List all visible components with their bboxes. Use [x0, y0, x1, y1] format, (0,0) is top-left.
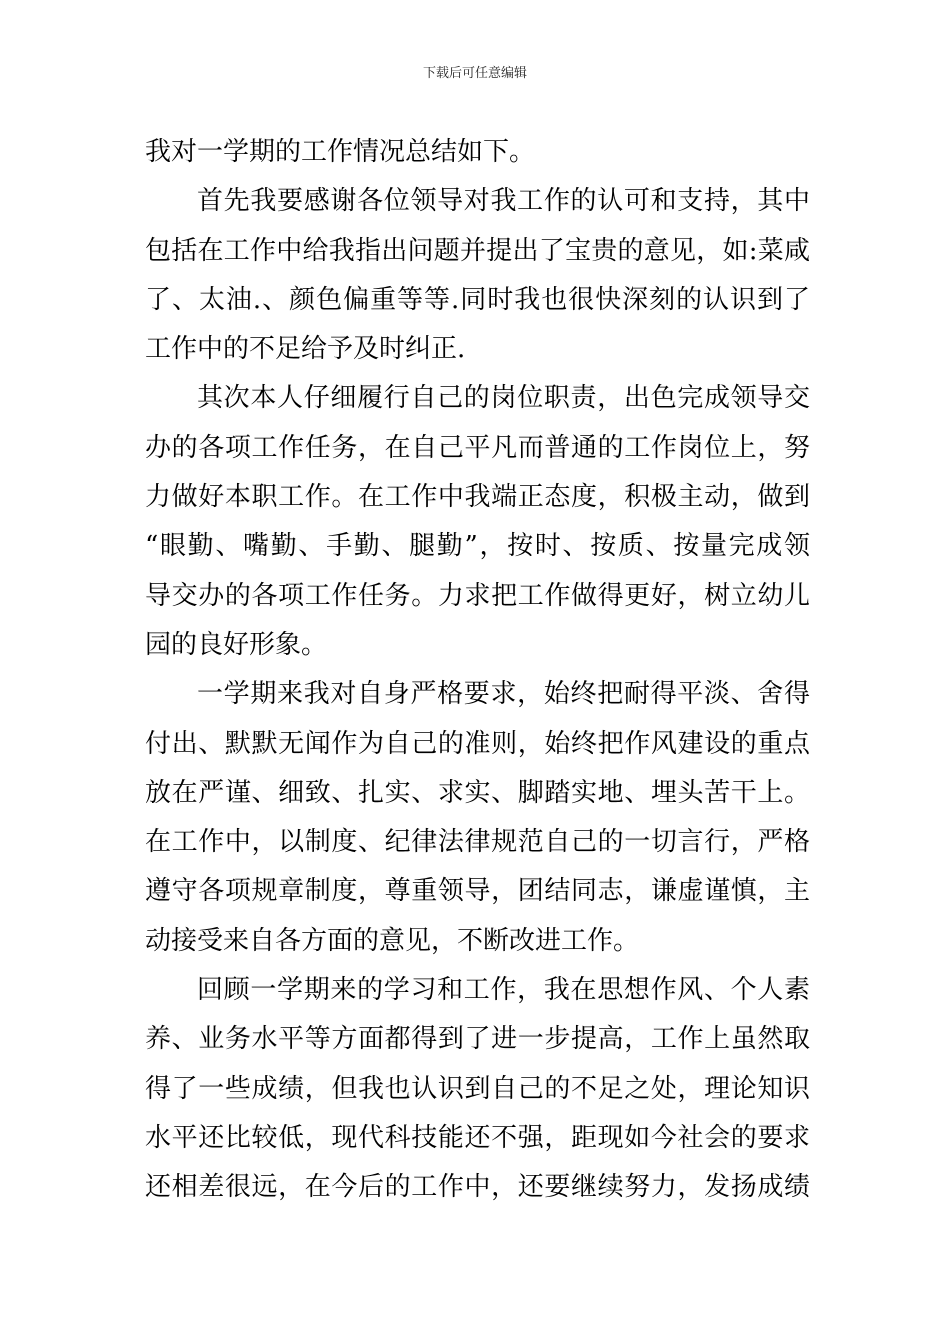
text-line: 养、业务水平等方面都得到了进一步提高，工作上虽然取 [145, 1024, 810, 1055]
text-line: 首先我要感谢各位领导对我工作的认可和支持，其中 [197, 186, 810, 217]
text-line: 园的良好形象。 [145, 629, 328, 660]
text-line: 力做好本职工作。在工作中我端正态度，积极主动，做到 [145, 482, 810, 513]
text-line: 我对一学期的工作情况总结如下。 [145, 137, 536, 167]
page-header: 下载后可任意编辑 [422, 66, 527, 81]
text-line: 回顾一学期来的学习和工作，我在思想作风、个人素 [197, 975, 810, 1006]
text-line: 在工作中，以制度、纪律法律规范自己的一切言行，严格 [145, 827, 810, 858]
text-line: 工作中的不足给予及时纠正. [145, 334, 466, 365]
text-line: 一学期来我对自身严格要求，始终把耐得平淡、舍得 [197, 679, 810, 710]
text-line: 包括在工作中给我指出问题并提出了宝贵的意见，如:菜咸 [145, 235, 810, 266]
text-line: 办的各项工作任务，在自己平凡而普通的工作岗位上，努 [145, 432, 810, 463]
text-line: 动接受来自各方面的意见，不断改进工作。 [145, 925, 640, 956]
text-line: 还相差很远，在今后的工作中，还要继续努力，发扬成绩 [145, 1172, 810, 1203]
text-line: 水平还比较低，现代科技能还不强，距现如今社会的要求 [145, 1122, 810, 1153]
text-line: 其次本人仔细履行自己的岗位职责，出色完成领导交 [197, 383, 810, 414]
text-line: 得了一些成绩，但我也认识到自己的不足之处，理论知识 [145, 1073, 810, 1104]
text-line: 导交办的各项工作任务。力求把工作做得更好，树立幼儿 [145, 580, 810, 611]
text-line: 了、太油.、颜色偏重等等.同时我也很快深刻的认识到了 [145, 284, 810, 315]
text-line: 遵守各项规章制度，尊重领导，团结同志，谦虚谨慎，主 [145, 876, 810, 907]
document-body [145, 128, 810, 1213]
text-line: 放在严谨、细致、扎实、求实、脚踏实地、埋头苦干上。 [145, 777, 810, 808]
text-line: “眼勤、嘴勤、手勤、腿勤”，按时、按质、按量完成领 [145, 531, 810, 562]
text-line: 付出、默默无闻作为自己的准则，始终把作风建设的重点 [145, 728, 810, 759]
